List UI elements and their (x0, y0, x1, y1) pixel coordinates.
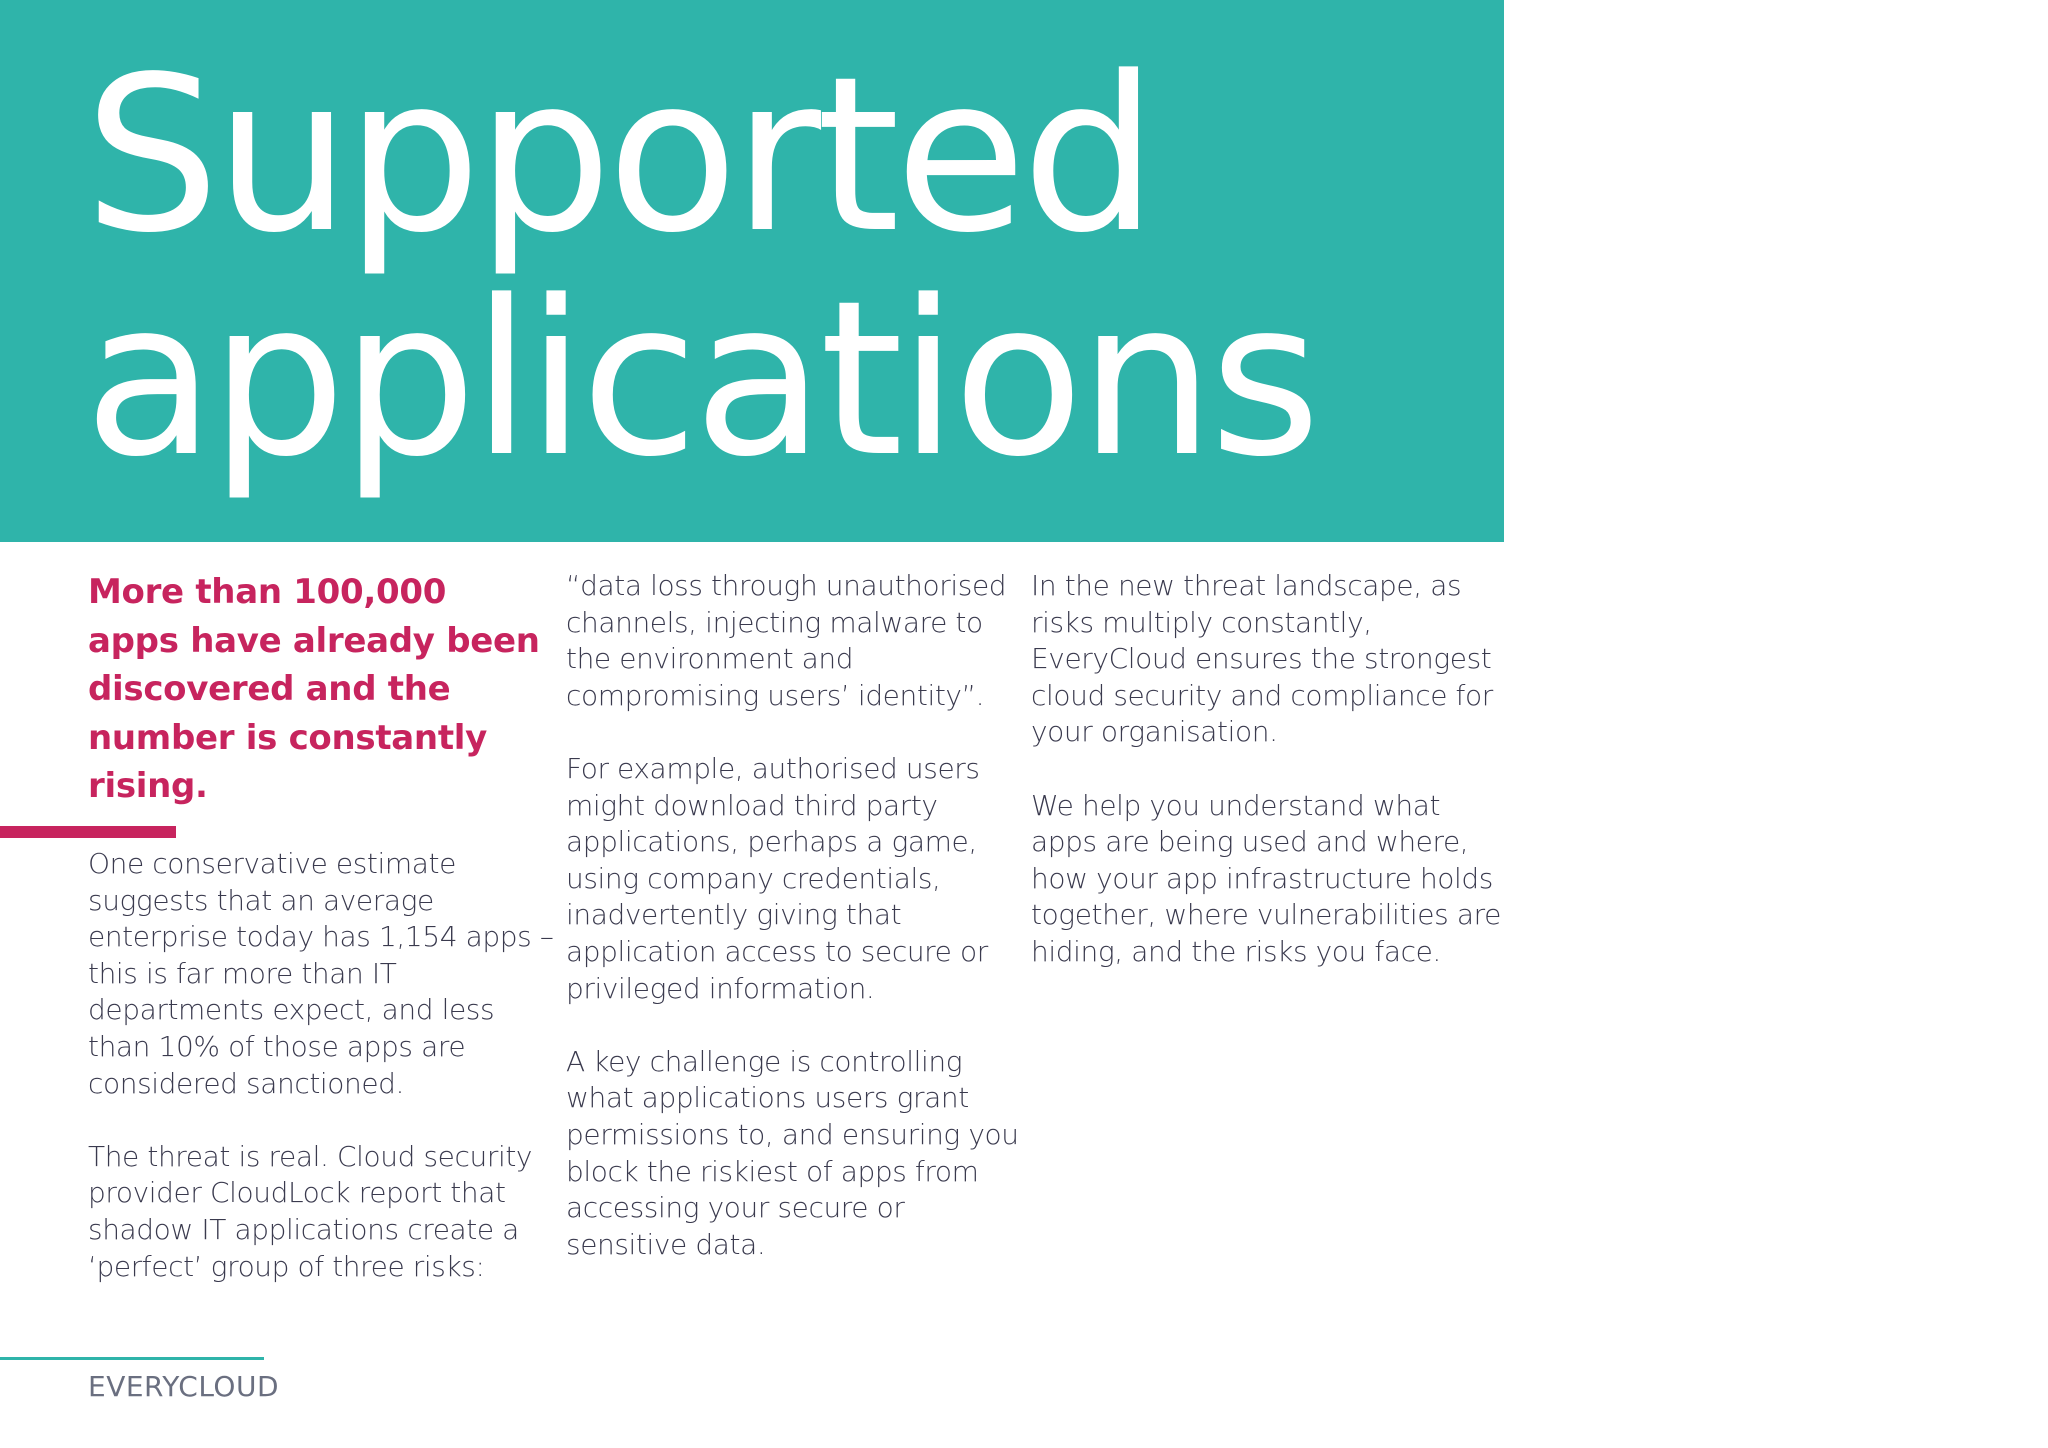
page-title (84, 31, 1316, 504)
page-title-line-2: applications (84, 255, 1316, 504)
accent-rule (0, 826, 176, 838)
column-1-body (88, 846, 558, 1322)
paragraph: One conservative estimate suggests that an average enterprise today has 1,154 apps – this is far more than IT departments expect, and less than 10% of those apps are considered sanctioned. (88, 847, 554, 1100)
column-2 (566, 568, 1026, 1300)
page-title-line-1: Supported (84, 31, 1153, 280)
paragraph: “data loss through unauthorised channels, injecting malware to the environment and compromising users’ identity”. (566, 569, 1007, 712)
footer-rule (0, 1357, 264, 1360)
footer-brand: EVERYCLOUD (88, 1370, 280, 1403)
paragraph: In the new threat landscape, as risks multiply constantly, EveryCloud ensures the strongest cloud security and compliance for your organisation. (1031, 569, 1493, 749)
paragraph: A key challenge is controlling what applications users grant permissions to, and ensuring you block the riskiest of apps from accessing your secure or sensitive data. (566, 1044, 1019, 1261)
title-banner (0, 0, 1504, 542)
lead-statement: More than 100,000 apps have already been discovered and the number is constantly rising. (88, 572, 540, 806)
paragraph: For example, authorised users might download third party applications, perhaps a game, using company credentials, inadvertently giving that application access to secure or privileged information. (566, 751, 988, 1005)
paragraph: The threat is real. Cloud security provider CloudLock report that shadow IT applications create a ‘perfect’ group of three risks: (88, 1139, 533, 1283)
paragraph: We help you understand what apps are being used and where, how your app infrastructure holds together, where vulnerabilities are hiding, and the risks you face. (1031, 788, 1501, 968)
column-3 (1031, 568, 1501, 1007)
column-1 (88, 568, 548, 847)
